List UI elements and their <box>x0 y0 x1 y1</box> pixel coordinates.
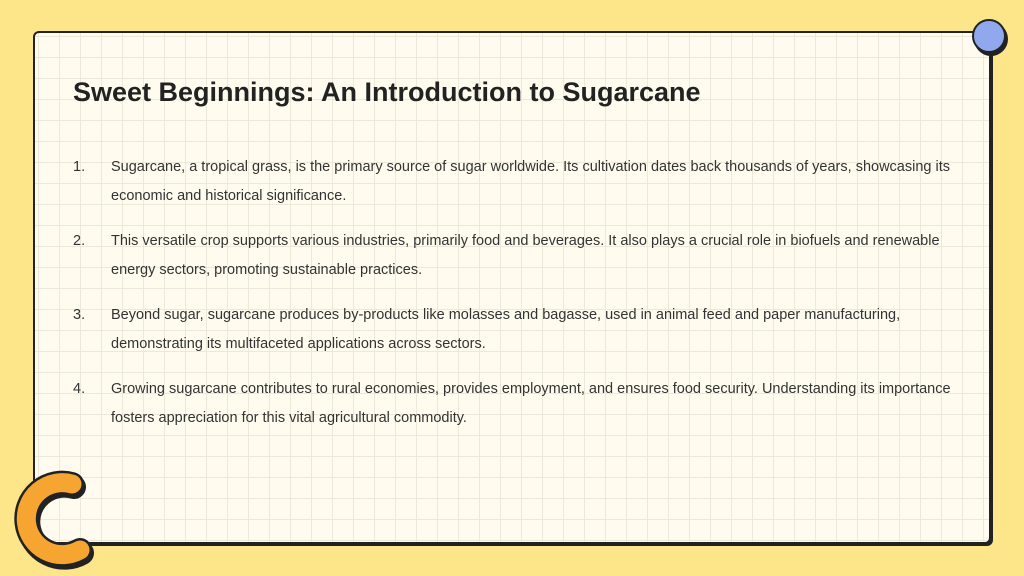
item-text: Growing sugarcane contributes to rural economies, provides employment, and ensures food security. Understanding its importance fosters appreciation for this vital agricultural commodity. <box>111 381 951 426</box>
list-item <box>73 153 953 210</box>
blue-circle-decoration <box>972 19 1006 53</box>
item-number: 3. <box>73 307 86 323</box>
item-number: 4. <box>73 381 86 397</box>
list-item <box>73 375 953 432</box>
list-item <box>73 227 953 284</box>
item-number: 1. <box>73 159 86 175</box>
slide-title: Sweet Beginnings: An Introduction to Sugarcane <box>73 77 701 107</box>
item-text: This versatile crop supports various industries, primarily food and beverages. It also plays a crucial role in biofuels and renewable energy sectors, promoting sustainable practices. <box>111 233 940 278</box>
orange-c-decoration <box>6 470 96 570</box>
item-number: 2. <box>73 233 86 249</box>
item-text: Beyond sugar, sugarcane produces by-products like molasses and bagasse, used in animal feed and paper manufacturing, demonstrating its multifaceted applications across sectors. <box>111 307 901 352</box>
list-item <box>73 301 953 358</box>
slide-card <box>33 31 991 544</box>
item-text: Sugarcane, a tropical grass, is the primary source of sugar worldwide. Its cultivation dates back thousands of years, showcasing its economic and historical significance. <box>111 159 950 204</box>
point-list <box>73 153 953 449</box>
